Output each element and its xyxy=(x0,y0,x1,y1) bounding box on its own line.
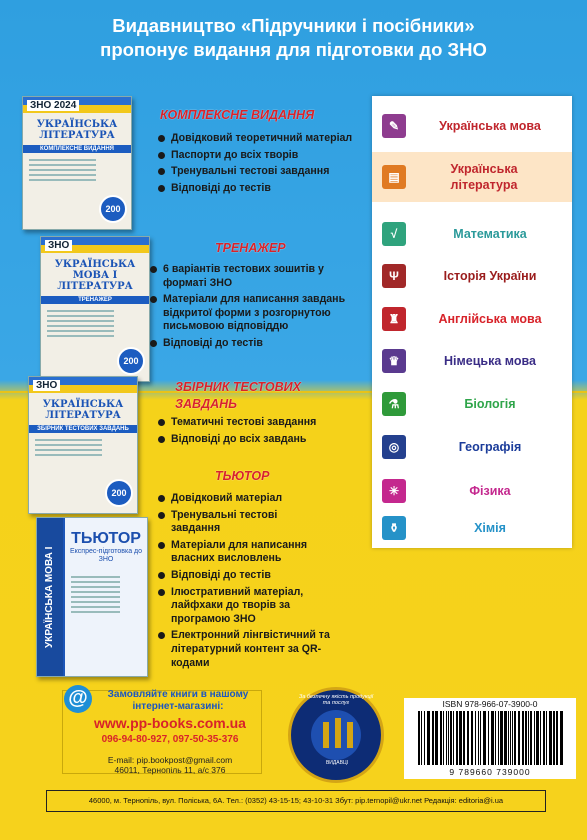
book-cover-1 xyxy=(22,96,132,230)
list-item: Ілюстративний матеріал, лайфхаки до творів за програмою ЗНО xyxy=(158,586,338,627)
book-text-lines xyxy=(23,157,131,186)
section-list-tutor xyxy=(158,492,363,673)
book-cover-3 xyxy=(28,376,138,514)
book-title: УКРАЇНСЬКА МОВА І ЛІТЕРАТУРА xyxy=(54,259,136,292)
book-pen-icon: ✎ xyxy=(382,114,406,138)
subject-english xyxy=(372,299,572,339)
order-phones: 096-94-80-927, 097-50-35-376 xyxy=(101,734,239,745)
header xyxy=(0,14,587,62)
book-badge: 200 xyxy=(117,347,145,375)
subject-label: Математика xyxy=(453,227,527,241)
subject-label: Фізика xyxy=(469,484,511,498)
subject-biology xyxy=(372,384,572,424)
subject-label: Географія xyxy=(458,440,522,454)
isbn-digits: 9 789660 739000 xyxy=(449,767,531,777)
book-band: ТРЕНАЖЕР xyxy=(41,296,149,304)
section-title-collection: ЗБІРНИК ТЕСТОВИХ ЗАВДАНЬ xyxy=(175,380,301,411)
book-badge: 200 xyxy=(99,195,127,223)
book-cover-2 xyxy=(40,236,150,382)
subject-label: Українська література xyxy=(450,162,518,192)
section-list-trainer xyxy=(150,263,362,354)
atom-icon: ✳ xyxy=(382,479,406,503)
list-item: Відповіді до всіх завдань xyxy=(158,433,363,447)
list-item: Матеріали для написання завдань відкритої форми з розгорнутою письмовою відповіддю xyxy=(150,293,362,334)
list-item: 6 варіантів тестових зошитів у форматі ЗНО xyxy=(150,263,362,290)
order-contacts xyxy=(75,755,265,775)
list-item: Тематичні тестові завдання xyxy=(158,416,363,430)
footer-address: 46000, м. Тернопіль, вул. Поліська, 6А. Тел.: (0352) 43-15-15; 43-10-31 Збут: pip.ternopil@ukr.net Редакція: editoria@i.ua xyxy=(46,790,546,812)
list-item: Довідковий теоретичний матеріал xyxy=(158,132,363,146)
isbn-block xyxy=(404,698,576,779)
order-text: Замовляйте книги в нашому інтернет-магазині: xyxy=(107,689,249,712)
globe-icon: ◎ xyxy=(382,435,406,459)
book-band: КОМПЛЕКСНЕ ВИДАННЯ xyxy=(23,145,131,153)
list-item: Електронний лінгвістичний та літературний контент за QR-кодами xyxy=(158,629,333,670)
seal-bar xyxy=(323,722,329,748)
subject-label: Німецька мова xyxy=(444,354,536,368)
isbn-label: ISBN 978-966-07-3900-0 xyxy=(442,699,538,709)
order-email[interactable]: E-mail: pip.bookpost@gmail.com xyxy=(107,755,233,765)
subject-german xyxy=(372,341,572,381)
subject-ukrainian-language xyxy=(372,106,572,146)
sqrt-icon: √ xyxy=(382,222,406,246)
book-zno-label: ЗНО xyxy=(33,380,60,391)
book-text-lines xyxy=(41,308,149,342)
subject-label: Українська мова xyxy=(439,119,541,133)
book-badge: 200 xyxy=(105,479,133,507)
at-sign-icon: @ xyxy=(64,685,92,713)
subject-physics xyxy=(372,471,572,511)
subject-mathematics xyxy=(372,214,572,254)
seal-bar xyxy=(335,718,341,748)
subject-chemistry xyxy=(372,508,572,548)
book-spine-title: УКРАЇНСЬКА МОВА І xyxy=(37,518,63,676)
book-zno-label: ЗНО xyxy=(45,240,72,251)
book-cover-4 xyxy=(36,517,148,677)
book-title: ТЬЮТОР xyxy=(71,530,141,547)
subject-label: Біологія xyxy=(464,397,516,411)
book-text-lines xyxy=(65,574,147,618)
seal-bottom-text: ВИДАВЦІ xyxy=(325,760,349,766)
microscope-icon: ⚗ xyxy=(382,392,406,416)
crest-icon: ♜ xyxy=(382,307,406,331)
list-item: Довідковий матеріал xyxy=(158,492,363,506)
section-list-complex xyxy=(158,132,363,198)
book-zno-label: ЗНО 2024 xyxy=(27,100,79,111)
book-subtitle: Експрес-підготовка до ЗНО xyxy=(69,548,143,563)
section-list-collection xyxy=(158,416,363,449)
list-item: Тренувальні тестові завдання xyxy=(158,509,318,536)
list-item: Паспорти до всіх творів xyxy=(158,149,363,163)
section-title-trainer: ТРЕНАЖЕР xyxy=(215,241,286,255)
subject-geography xyxy=(372,427,572,467)
book-title: УКРАЇНСЬКА ЛІТЕРАТУРА xyxy=(42,399,124,421)
subject-label: Історія України xyxy=(443,269,537,283)
seal-ring-text: За безпечну якість продукції та послуг xyxy=(298,694,374,706)
eagle-icon: ♛ xyxy=(382,349,406,373)
section-title-tutor: ТЬЮТОР xyxy=(215,469,270,483)
header-line-2: пропонує видання для підготовки до ЗНО xyxy=(100,39,487,60)
book-band: ЗБІРНИК ТЕСТОВИХ ЗАВДАНЬ xyxy=(29,425,137,433)
trident-icon: Ψ xyxy=(382,264,406,288)
list-item: Матеріали для написання власних висловлень xyxy=(158,539,328,566)
order-address: 46011, Тернопіль 11, а/с 376 xyxy=(114,765,226,775)
quality-seal-logo xyxy=(288,687,384,783)
list-item: Відповіді до тестів xyxy=(150,337,362,351)
subject-ukrainian-literature xyxy=(372,152,572,202)
seal-bar xyxy=(347,722,353,748)
open-book-icon: ▤ xyxy=(382,165,406,189)
section-title-complex: КОМПЛЕКСНЕ ВИДАННЯ xyxy=(160,108,315,122)
subject-label: Англійська мова xyxy=(438,312,542,326)
subject-label: Хімія xyxy=(474,521,506,535)
book-title: УКРАЇНСЬКА ЛІТЕРАТУРА xyxy=(36,119,118,141)
book-face xyxy=(65,518,147,676)
subjects-panel xyxy=(372,96,572,548)
barcode-image xyxy=(416,711,566,765)
list-item: Відповіді до тестів xyxy=(158,182,363,196)
header-line-1: Видавництво «Підручники і посібники» xyxy=(112,15,475,36)
list-item: Тренувальні тестові завдання xyxy=(158,165,363,179)
subject-history-ukraine xyxy=(372,256,572,296)
flask-icon: ⚱ xyxy=(382,516,406,540)
book-text-lines xyxy=(29,437,137,461)
list-item: Відповіді до тестів xyxy=(158,569,363,583)
shop-url-link[interactable]: www.pp-books.com.ua xyxy=(94,715,246,731)
